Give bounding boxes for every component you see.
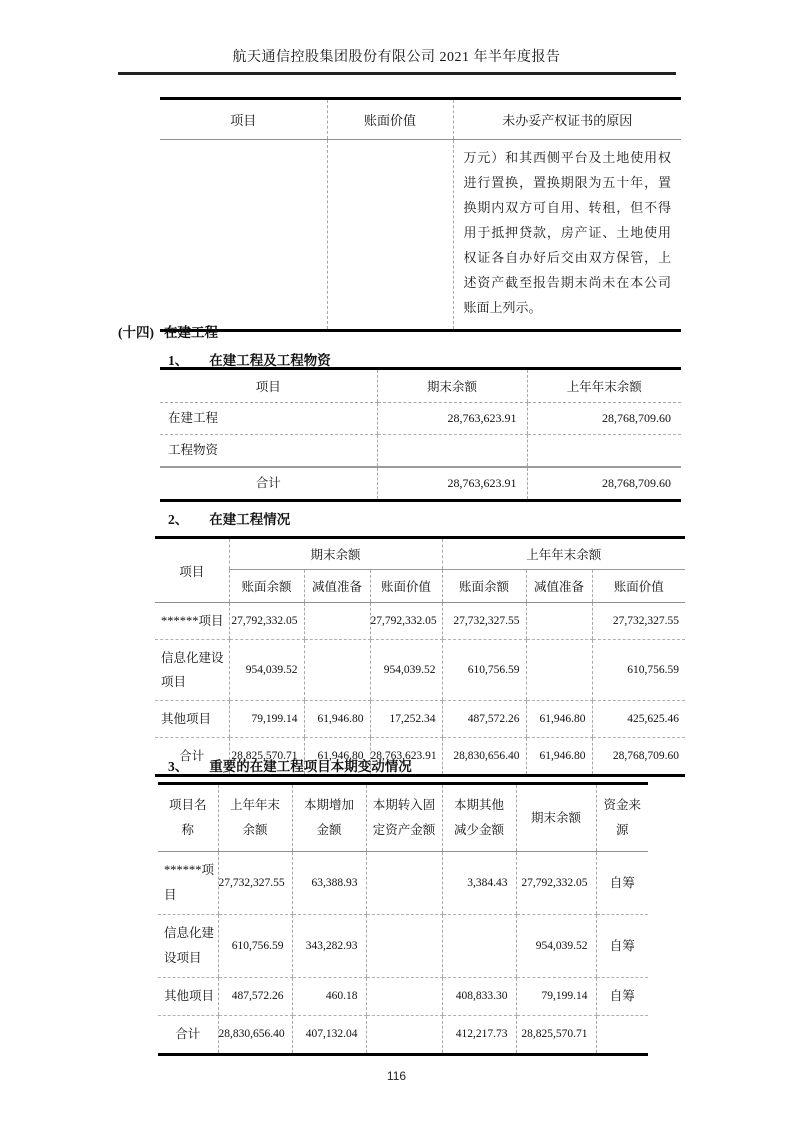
t3-row-label: 其他项目 (158, 978, 218, 1016)
t3-col-ending: 期末余额 (516, 784, 596, 852)
t3-col-other-decrease: 本期其他减少金额 (442, 784, 516, 852)
t1-total-ending: 28,763,623.91 (377, 467, 527, 501)
table-row (155, 701, 685, 738)
t2-row-label: 其他项目 (155, 701, 229, 738)
t3-cell-funding: 自筹 (596, 915, 648, 978)
t3-cell: 3,384.43 (442, 852, 516, 915)
t2-col-item: 项目 (155, 538, 229, 603)
t3-cell-funding: 自筹 (596, 852, 648, 915)
t2-cell: 61,946.80 (526, 738, 592, 776)
subsection-title: 重要的在建工程项目本期变动情况 (209, 759, 412, 774)
cip-detail-table (155, 536, 685, 777)
subsection-number: 2、 (168, 512, 189, 527)
t2-sub-impairment: 减值准备 (304, 570, 370, 603)
t1-col-prior: 上年年末余额 (527, 369, 681, 403)
t2-total-label: 合计 (179, 749, 205, 763)
t3-cell: 487,572.26 (218, 978, 292, 1016)
t1-col-item: 项目 (160, 369, 377, 403)
t2-cell: 610,756.59 (592, 640, 685, 701)
cert-col-item: 项目 (160, 99, 327, 140)
table-header-row (160, 99, 681, 140)
t3-cell (366, 915, 442, 978)
t3-cell-funding (596, 1016, 648, 1055)
subsection-heading-3 (168, 755, 412, 775)
t2-cell: 27,732,327.55 (592, 603, 685, 640)
t3-cell: 27,792,332.05 (516, 852, 596, 915)
property-certificate-table (160, 97, 681, 332)
t2-cell: 17,252.34 (370, 701, 442, 738)
t1-col-ending: 期末余额 (377, 369, 527, 403)
table-row (155, 640, 685, 701)
t2-cell: 61,946.80 (526, 701, 592, 738)
t2-cell: 28,830,656.40 (442, 738, 526, 776)
t1-cell-ending (377, 435, 527, 468)
t2-group-prior: 上年年末余额 (442, 538, 685, 570)
t3-cell: 460.18 (292, 978, 366, 1016)
t2-cell: 61,946.80 (304, 701, 370, 738)
cip-summary-table (160, 367, 681, 502)
t2-cell: 61,946.80 (304, 738, 370, 776)
t3-cell: 28,825,570.71 (516, 1016, 596, 1055)
t3-cell: 408,833.30 (442, 978, 516, 1016)
t1-row-label: 在建工程 (160, 403, 377, 435)
t2-cell: 610,756.59 (442, 640, 526, 701)
section-heading-14 (118, 321, 218, 341)
t2-cell (526, 640, 592, 701)
subsection-heading-1 (168, 349, 331, 369)
table-header-row (158, 784, 648, 852)
t3-cell: 343,282.93 (292, 915, 366, 978)
t3-cell (366, 1016, 442, 1055)
table-row (160, 435, 681, 468)
subsection-title: 在建工程及工程物资 (209, 353, 331, 368)
table-total-row (158, 1016, 648, 1055)
subsection-heading-2 (168, 508, 290, 528)
t2-row-label: 信息化建设项目 (155, 640, 229, 701)
subsection-title: 在建工程情况 (209, 512, 291, 527)
section-number: (十四) (118, 325, 154, 340)
cert-col-reason: 未办妥产权证书的原因 (453, 99, 681, 140)
t2-cell: 27,792,332.05 (370, 603, 442, 640)
t2-cell: 954,039.52 (229, 640, 304, 701)
t2-cell: 28,825,570.71 (229, 738, 304, 776)
cert-cell-book-value (327, 140, 453, 331)
t3-cell: 28,830,656.40 (218, 1016, 292, 1055)
table-group-header-row (155, 538, 685, 570)
t2-row-label: ******项目 (155, 603, 229, 640)
t1-row-label: 工程物资 (160, 435, 377, 468)
t3-cell: 63,388.93 (292, 852, 366, 915)
t3-col-to-fixed: 本期转入固定资产金额 (366, 784, 442, 852)
subsection-number: 3、 (168, 759, 189, 774)
t3-cell: 412,217.73 (442, 1016, 516, 1055)
document-header-title: 航天通信控股集团股份有限公司 2021 年半年度报告 (232, 50, 561, 65)
t3-cell: 27,732,327.55 (218, 852, 292, 915)
t3-col-increase: 本期增加金额 (292, 784, 366, 852)
t2-sub-value: 账面价值 (592, 570, 685, 603)
t2-cell: 79,199.14 (229, 701, 304, 738)
t3-row-label: ******项目 (158, 852, 218, 915)
table-header-row (160, 369, 681, 403)
section-title: 在建工程 (164, 325, 218, 340)
table-row (160, 140, 681, 331)
t1-cell-ending: 28,763,623.91 (377, 403, 527, 435)
t3-col-prior: 上年年末余额 (218, 784, 292, 852)
t1-total-label: 合计 (255, 476, 281, 490)
t2-sub-impairment: 减值准备 (526, 570, 592, 603)
t2-cell: 425,625.46 (592, 701, 685, 738)
t2-sub-value: 账面价值 (370, 570, 442, 603)
subsection-number: 1、 (168, 353, 189, 368)
t1-cell-prior (527, 435, 681, 468)
table-subheader-row (155, 570, 685, 603)
table-row (158, 978, 648, 1016)
cip-changes-table (158, 782, 648, 1056)
t3-cell (366, 852, 442, 915)
t2-cell: 28,763,623.91 (370, 738, 442, 776)
header-rule (118, 72, 676, 75)
t3-cell-funding: 自筹 (596, 978, 648, 1016)
t3-cell: 79,199.14 (516, 978, 596, 1016)
t3-cell (366, 978, 442, 1016)
t3-col-funding: 资金来源 (596, 784, 648, 852)
cert-cell-item (160, 140, 327, 331)
t3-cell (442, 915, 516, 978)
t3-cell: 954,039.52 (516, 915, 596, 978)
t3-total-label: 合计 (175, 1027, 201, 1041)
t3-cell: 407,132.04 (292, 1016, 366, 1055)
t2-cell: 28,768,709.60 (592, 738, 685, 776)
t3-row-label: 信息化建设项目 (158, 915, 218, 978)
t2-group-ending: 期末余额 (229, 538, 442, 570)
table-row (160, 403, 681, 435)
t2-cell: 487,572.26 (442, 701, 526, 738)
t1-total-prior: 28,768,709.60 (527, 467, 681, 501)
t1-cell-prior: 28,768,709.60 (527, 403, 681, 435)
page-number: 116 (386, 1069, 407, 1083)
t3-col-name: 项目名称 (158, 784, 218, 852)
t2-cell: 27,732,327.55 (442, 603, 526, 640)
t2-sub-balance: 账面余额 (229, 570, 304, 603)
table-row (158, 852, 648, 915)
t2-cell: 954,039.52 (370, 640, 442, 701)
t2-cell (526, 603, 592, 640)
cert-cell-reason-text: 万元）和其西侧平台及土地使用权进行置换，置换期限为五十年，置换期内双方可自用、转租，但不得用于抵押贷款，房产证、土地使用权证各自办好后交由双方保管，上述资产截至报告期末尚未在本公司账面上列示。 (453, 140, 681, 331)
cert-col-book-value: 账面价值 (327, 99, 453, 140)
t3-cell: 610,756.59 (218, 915, 292, 978)
t2-cell (304, 603, 370, 640)
t2-sub-balance: 账面余额 (442, 570, 526, 603)
t2-cell (304, 640, 370, 701)
table-row (158, 915, 648, 978)
table-row (155, 603, 685, 640)
t2-cell: 27,792,332.05 (229, 603, 304, 640)
table-total-row (160, 467, 681, 501)
